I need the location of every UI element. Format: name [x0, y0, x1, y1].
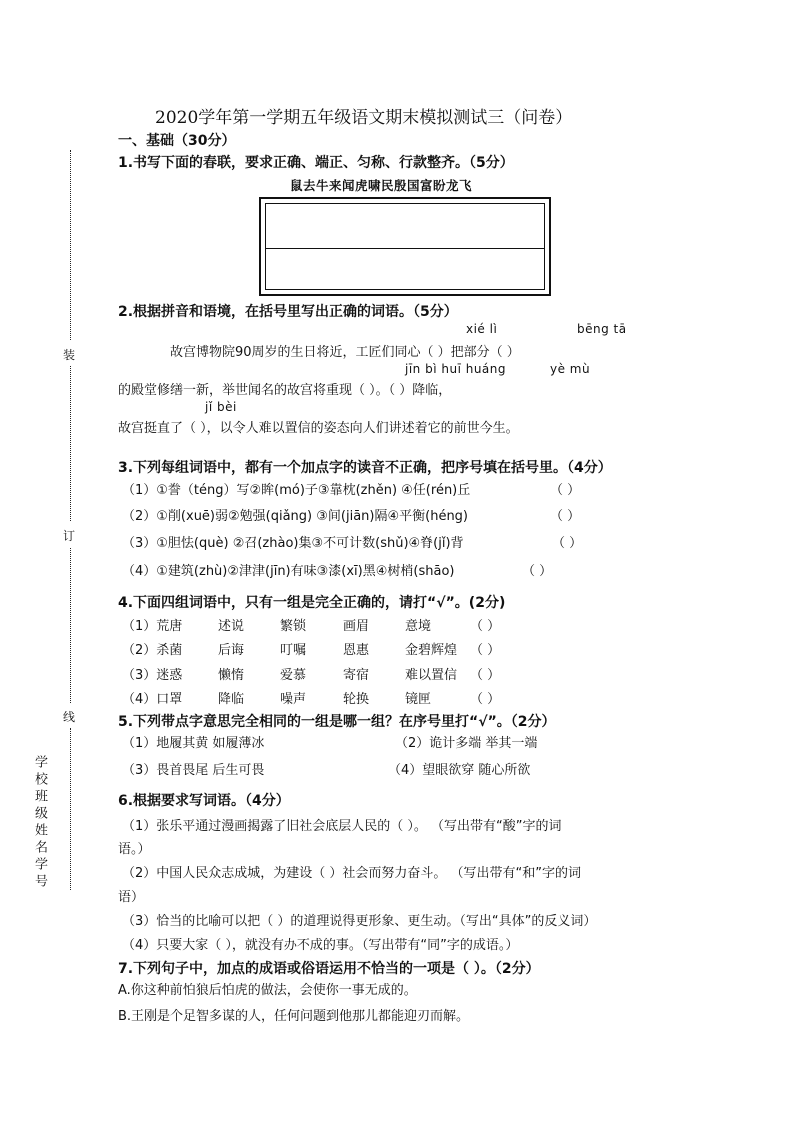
q4-answer-blank[interactable]: （ ）	[470, 668, 501, 683]
q2-line3: 故宫挺直了（ ），以令人难以置信的姿态向人们讲述着它的前世今生。	[118, 421, 519, 436]
q4-cell: （4）口罩	[122, 692, 183, 707]
binding-mark-ding: 订	[63, 529, 76, 543]
q1-writing-box-divider	[266, 248, 544, 249]
q3-item-1: （1）①誊（téng）写②眸(mó)子③靠枕(zhěn) ④任(rén)丘	[122, 483, 471, 498]
q4-cell: 懒惰	[218, 668, 245, 683]
q4-answer-blank[interactable]: （ ）	[470, 619, 501, 634]
q3-heading: 3.下列每组词语中，都有一个加点字的读音不正确，把序号填在括号里。（4分）	[118, 460, 612, 476]
q4-cell: 画眉	[343, 619, 370, 634]
q4-cell: 降临	[218, 692, 245, 707]
q4-cell: 金碧辉煌	[405, 643, 458, 658]
q5-option-3[interactable]: （3）畏首畏尾 后生可畏	[122, 763, 265, 778]
q1-writing-box[interactable]	[259, 197, 551, 296]
q7-option-b[interactable]: B.王刚是个足智多谋的人，任何问题到他那儿都能迎刃而解。	[118, 1009, 470, 1024]
q3-answer-blank-4[interactable]: （ ）	[522, 564, 553, 579]
binding-dotted-line-mid	[70, 366, 71, 521]
q6-line-1-cont: 语。）	[118, 842, 151, 857]
binding-mark-zhuang: 装	[63, 348, 76, 362]
q4-cell: 轮换	[343, 692, 370, 707]
q2-pinyin-jinbihuihuang: jīn bì huī huáng	[405, 362, 506, 376]
q4-answer-blank[interactable]: （ ）	[470, 643, 501, 658]
q5-heading: 5.下列带点字意思完全相同的一组是哪一组？在序号里打“√”。（2分）	[118, 714, 556, 730]
q5-option-2[interactable]: （2）诡计多端 举其一端	[395, 736, 538, 751]
q3-answer-blank-2[interactable]: （ ）	[550, 509, 581, 524]
q6-line-3: （3）恰当的比喻可以把（ ）的道理说得更形象、更生动。（写出“具体”的反义词）	[122, 914, 597, 929]
q2-line1: 故宫博物院90周岁的生日将近，工匠们同心（ ）把部分（ ）	[170, 345, 520, 360]
binding-dotted-line-top	[70, 150, 71, 340]
page-title: 2020学年第一学期五年级语文期末模拟测试三（问卷）	[155, 108, 573, 128]
binding-dotted-line-bottom	[70, 728, 71, 890]
q3-answer-blank-3[interactable]: （ ）	[552, 536, 583, 551]
q3-item-2: （2）①削(xuē)弱②勉强(qiǎng) ③间(jiān)隔④平衡(héng)	[122, 509, 469, 524]
q6-line-2-cont: 语）	[118, 890, 145, 905]
q3-item-3: （3）①胆怯(què) ②召(zhào)集③不可计数(shǔ)④脊(jǐ)背	[122, 536, 464, 551]
q4-cell: 镜匣	[405, 692, 432, 707]
q3-answer-blank-1[interactable]: （ ）	[550, 483, 581, 498]
q1-writing-box-inner	[265, 203, 545, 290]
q4-heading: 4.下面四组词语中，只有一组是完全正确的，请打“√”。(2分)	[118, 595, 506, 611]
q6-heading: 6.根据要求写词语。（4分）	[118, 793, 290, 809]
q4-cell: 难以置信	[405, 668, 458, 683]
q6-line-1: （1）张乐平通过漫画揭露了旧社会底层人民的（ ）。 （写出带有“酸”字的词	[122, 819, 562, 834]
binding-dotted-line-lower	[70, 548, 71, 703]
q4-cell: （1）荒唐	[122, 619, 183, 634]
q2-pinyin-yemu: yè mù	[550, 362, 591, 376]
q4-cell: 恩惠	[343, 643, 370, 658]
q3-item-4: （4）①建筑(zhù)②津津(jīn)有味③漆(xī)黑④树梢(shāo)	[122, 564, 455, 579]
q4-cell: 述说	[218, 619, 245, 634]
section-heading-basics: 一、基础（30分）	[118, 133, 236, 149]
q1-couplet-text: 鼠去牛来闻虎啸民殷国富盼龙飞	[290, 178, 473, 193]
q2-heading: 2.根据拼音和语境，在括号里写出正确的词语。（5分）	[118, 304, 458, 320]
q5-option-1[interactable]: （1）地履其黄 如履薄冰	[122, 736, 265, 751]
q4-cell: 后诲	[218, 643, 245, 658]
binding-mark-xian: 线	[63, 710, 76, 724]
q6-line-2: （2）中国人民众志成城，为建设（ ）社会而努力奋斗。 （写出带有“和”字的词	[122, 866, 582, 881]
q4-cell: 叮嘱	[280, 643, 307, 658]
q4-cell: （2）杀菌	[122, 643, 183, 658]
q1-heading: 1.书写下面的春联，要求正确、端正、匀称、行款整齐。（5分）	[118, 155, 514, 171]
q2-line2: 的殿堂修缮一新，举世闻名的故宫将重现（ ）。（ ）降临，	[118, 383, 452, 398]
q7-option-a[interactable]: A.你这种前怕狼后怕虎的做法，会使你一事无成的。	[118, 983, 417, 998]
q4-cell: 繁锁	[280, 619, 307, 634]
q5-option-4[interactable]: （4）望眼欲穿 随心所欲	[388, 763, 531, 778]
q4-answer-blank[interactable]: （ ）	[470, 692, 501, 707]
q2-pinyin-xieli: xié lì	[466, 322, 498, 336]
q6-line-4: （4）只要大家（ ），就没有办不成的事。（写出带有“同”字的成语。）	[122, 938, 519, 953]
q4-cell: 意境	[405, 619, 432, 634]
q4-cell: 爱慕	[280, 668, 307, 683]
q2-pinyin-bengta: bēng tā	[577, 322, 627, 336]
student-info-label: 学校班级姓名学号	[32, 755, 47, 891]
q4-cell: 噪声	[280, 692, 307, 707]
q4-cell: （3）迷惑	[122, 668, 183, 683]
q7-heading: 7.下列句子中，加点的成语或俗语运用不恰当的一项是（ ）。（2分）	[118, 961, 540, 977]
q4-cell: 寄宿	[343, 668, 370, 683]
q2-pinyin-jibei: jǐ bèi	[205, 400, 237, 414]
